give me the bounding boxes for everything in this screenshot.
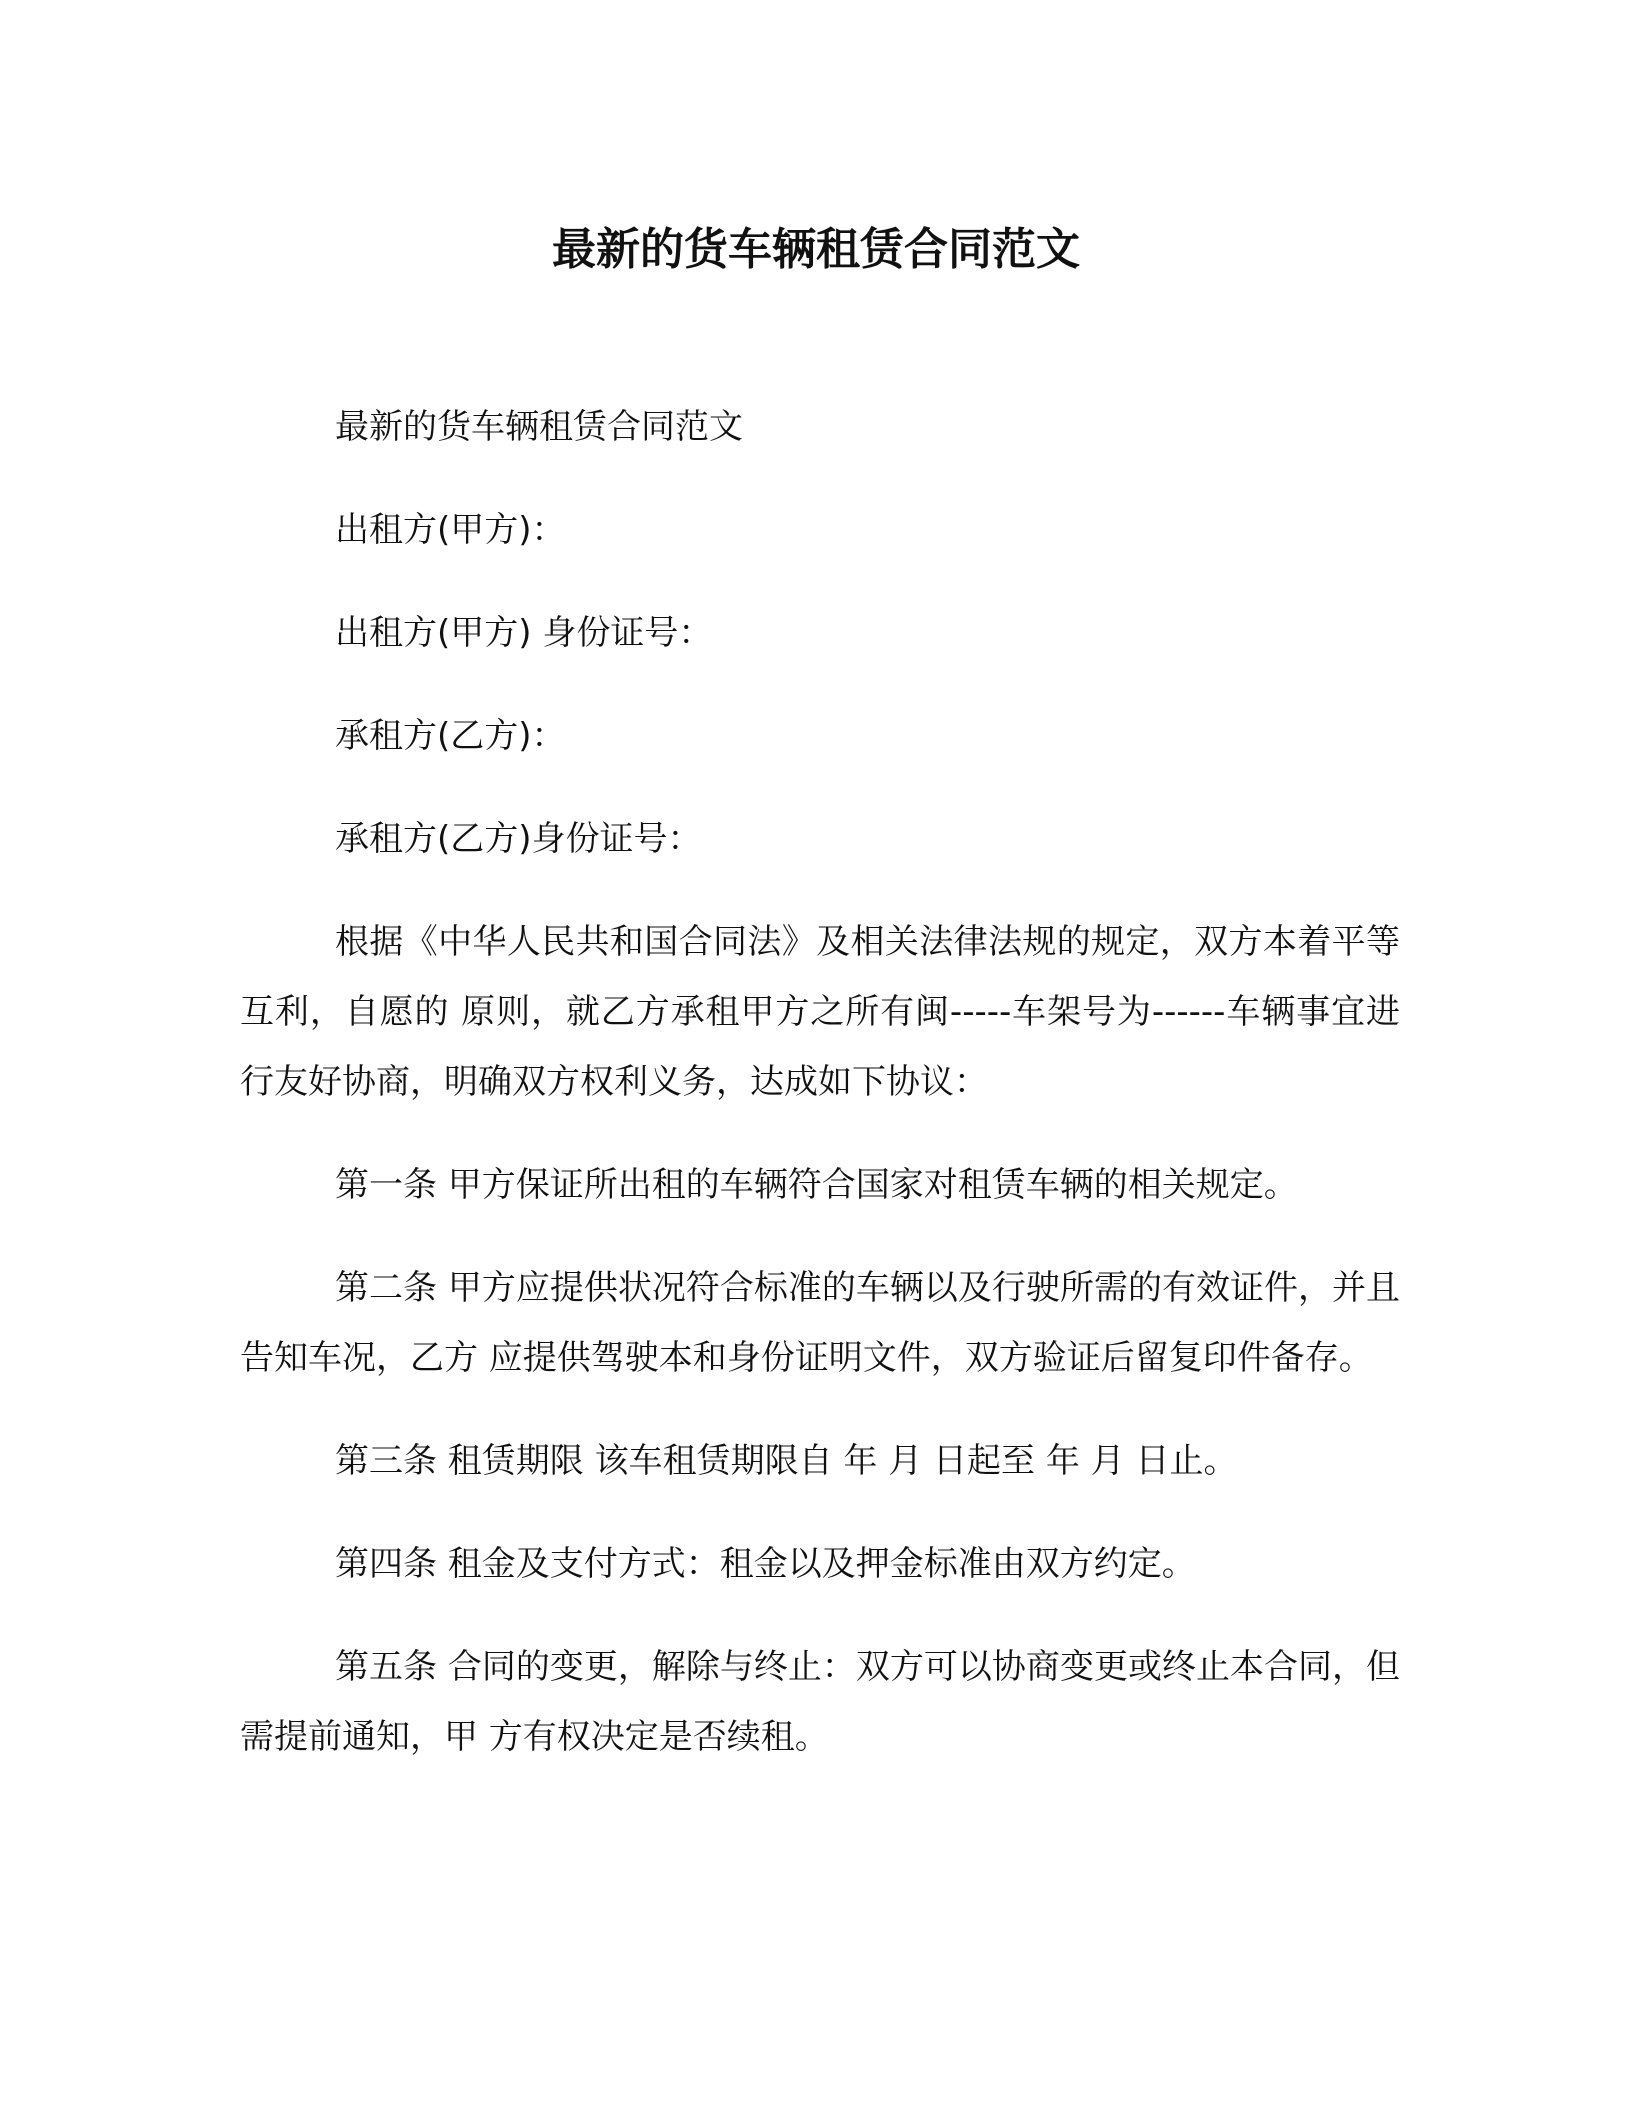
article-3: 第三条 租赁期限 该车租赁期限自 年 月 日起至 年 月 日止。 <box>335 1441 1238 1481</box>
document-title: 最新的货车辆租赁合同范文 <box>552 224 1080 275</box>
article-2: 第二条 甲方应提供状况符合标准的车辆以及行驶所需的有效证件，并且告知车况，乙方 应提供驾驶本和身份证明文件，双方验证后留复印件备存。 <box>240 1268 1400 1378</box>
preamble-paragraph: 根据《中华人民共和国合同法》及相关法律法规的规定，双方本着平等互利，自愿的 原则，就乙方承租甲方之所有闽-----车架号为------车辆事宜进行友好协商，明确双方权利义务，达成如下协议： <box>240 922 1400 1102</box>
lessee-field: 承租方(乙方)： <box>335 716 566 756</box>
article-1: 第一条 甲方保证所出租的车辆符合国家对租赁车辆的相关规定。 <box>335 1165 1298 1205</box>
lessee-id-field: 承租方(乙方)身份证号： <box>335 819 702 859</box>
article-5: 第五条 合同的变更，解除与终止：双方可以协商变更或终止本合同，但需提前通知，甲 方有权决定是否续租。 <box>240 1647 1400 1757</box>
article-4: 第四条 租金及支付方式：租金以及押金标准由双方约定。 <box>335 1544 1196 1584</box>
lessor-id-field: 出租方(甲方) 身份证号： <box>335 613 713 653</box>
lessor-field: 出租方(甲方)： <box>335 510 566 550</box>
subtitle-paragraph: 最新的货车辆租赁合同范文 <box>335 407 743 447</box>
document-body <box>240 392 1400 1805</box>
